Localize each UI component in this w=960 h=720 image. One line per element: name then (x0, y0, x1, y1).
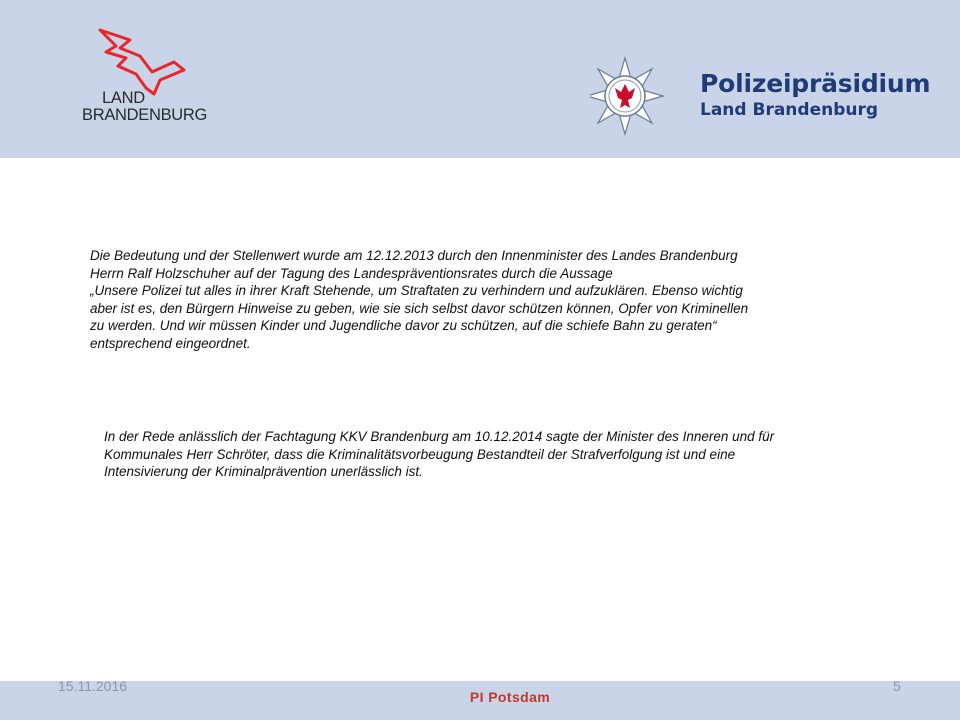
paragraph-1-line: „Unsere Polizei tut alles in ihrer Kraft Stehende, um Straftaten zu verhindern und aufzuklären. Ebenso wichtig (90, 283, 743, 299)
paragraph-1 (90, 247, 890, 353)
police-title: Polizeipräsidium (700, 69, 931, 98)
paragraph-2-line: Kommunales Herr Schröter, dass die Kriminalitätsvorbeugung Bestandteil der Strafverfolgung ist und eine (104, 446, 736, 462)
paragraph-2-line: Intensivierung der Kriminalprävention unerlässlich ist. (104, 464, 423, 480)
slide-header (0, 0, 960, 158)
paragraph-2-line: In der Rede anlässlich der Fachtagung KKV Brandenburg am 10.12.2014 sagte der Minister des Inneren und für (104, 429, 775, 444)
paragraph-1-line: zu werden. Und wir müssen Kinder und Jugendliche davor zu schützen, auf die schiefe Bahn zu geraten“ (90, 318, 717, 334)
paragraph-1-line: aber ist es, den Bürgern Hinweise zu geben, wie sie sich selbst davor schützen können, Opfer von Kriminellen (90, 300, 749, 316)
paragraph-2 (104, 428, 904, 481)
police-star-badge (590, 56, 680, 136)
police-subtitle: Land Brandenburg (700, 100, 879, 120)
page-number: 5 (893, 678, 901, 694)
land-wordmark-line1: LAND (102, 89, 145, 107)
land-brandenburg-wordmark (80, 90, 210, 124)
footer-organization: PI Potsdam (469, 689, 551, 705)
police-star-icon (590, 56, 680, 136)
land-brandenburg-logo (80, 28, 210, 132)
paragraph-1-line: entsprechend eingeordnet. (90, 335, 251, 351)
paragraph-1-line: Die Bedeutung und der Stellenwert wurde am 12.12.2013 durch den Innenminister des Landes Brandenburg (90, 248, 738, 263)
footer-date: 15.11.2016 (58, 678, 128, 694)
land-wordmark-line2: BRANDENBURG (82, 106, 208, 124)
paragraph-1-line: Herrn Ralf Holzschuher auf der Tagung des Landespräventionsrates durch die Aussage (90, 265, 613, 281)
